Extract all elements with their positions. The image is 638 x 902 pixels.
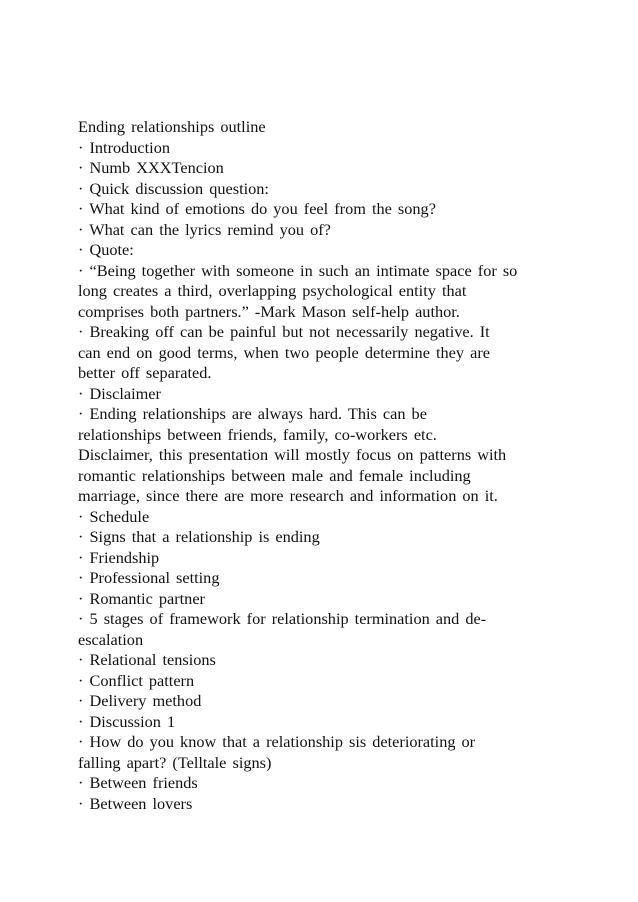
- text-line: marriage, since there are more research and information on it.: [78, 486, 498, 505]
- text-line: · Conflict pattern: [78, 670, 195, 690]
- text-line: · Numb XXXTencion: [78, 158, 224, 177]
- text-line: can end on good terms, when two people determine they are: [78, 342, 490, 362]
- text-line: · Professional setting: [78, 568, 220, 587]
- text-line: · Delivery method: [78, 691, 202, 710]
- text-line: · Schedule: [78, 506, 150, 526]
- text-line: · Quick discussion question:: [78, 178, 269, 198]
- text-line: escalation: [78, 629, 144, 649]
- text-line: · Signs that a relationship is ending: [78, 527, 320, 546]
- text-line: long creates a third, overlapping psychological entity that: [78, 281, 467, 300]
- text-line: · What kind of emotions do you feel from the song?: [78, 199, 436, 218]
- text-line: comprises both partners.” -Mark Mason self-help author.: [78, 301, 460, 321]
- text-line: · 5 stages of framework for relationship termination and de-: [78, 609, 487, 628]
- text-line: · Introduction: [78, 137, 170, 157]
- text-line: · Between friends: [78, 773, 198, 792]
- text-line: · Ending relationships are always hard. This can be: [78, 404, 427, 423]
- text-line: better off separated.: [78, 363, 212, 382]
- text-line: relationships between friends, family, co-workers etc.: [78, 424, 437, 444]
- text-line: · Discussion 1: [78, 711, 176, 731]
- text-line: Disclaimer, this presentation will mostly focus on patterns with: [78, 445, 507, 464]
- text-line: · Quote:: [78, 240, 134, 259]
- text-line: falling apart? (Telltale signs): [78, 752, 272, 772]
- text-line: · Between lovers: [78, 793, 193, 813]
- text-line: · Romantic partner: [78, 588, 205, 608]
- text-line: · “Being together with someone in such an intimate space for so: [78, 260, 518, 280]
- text-line: · Disclaimer: [78, 383, 161, 403]
- text-line: romantic relationships between male and female including: [78, 465, 471, 485]
- document-body: [78, 117, 578, 814]
- text-line: · Relational tensions: [78, 650, 216, 669]
- document-title: Ending relationships outline: [78, 117, 266, 136]
- text-line: · What can the lyrics remind you of?: [78, 219, 331, 239]
- text-line: · Breaking off can be painful but not necessarily negative. It: [78, 322, 490, 341]
- text-line: · How do you know that a relationship sis deteriorating or: [78, 732, 476, 751]
- text-line: · Friendship: [78, 547, 160, 567]
